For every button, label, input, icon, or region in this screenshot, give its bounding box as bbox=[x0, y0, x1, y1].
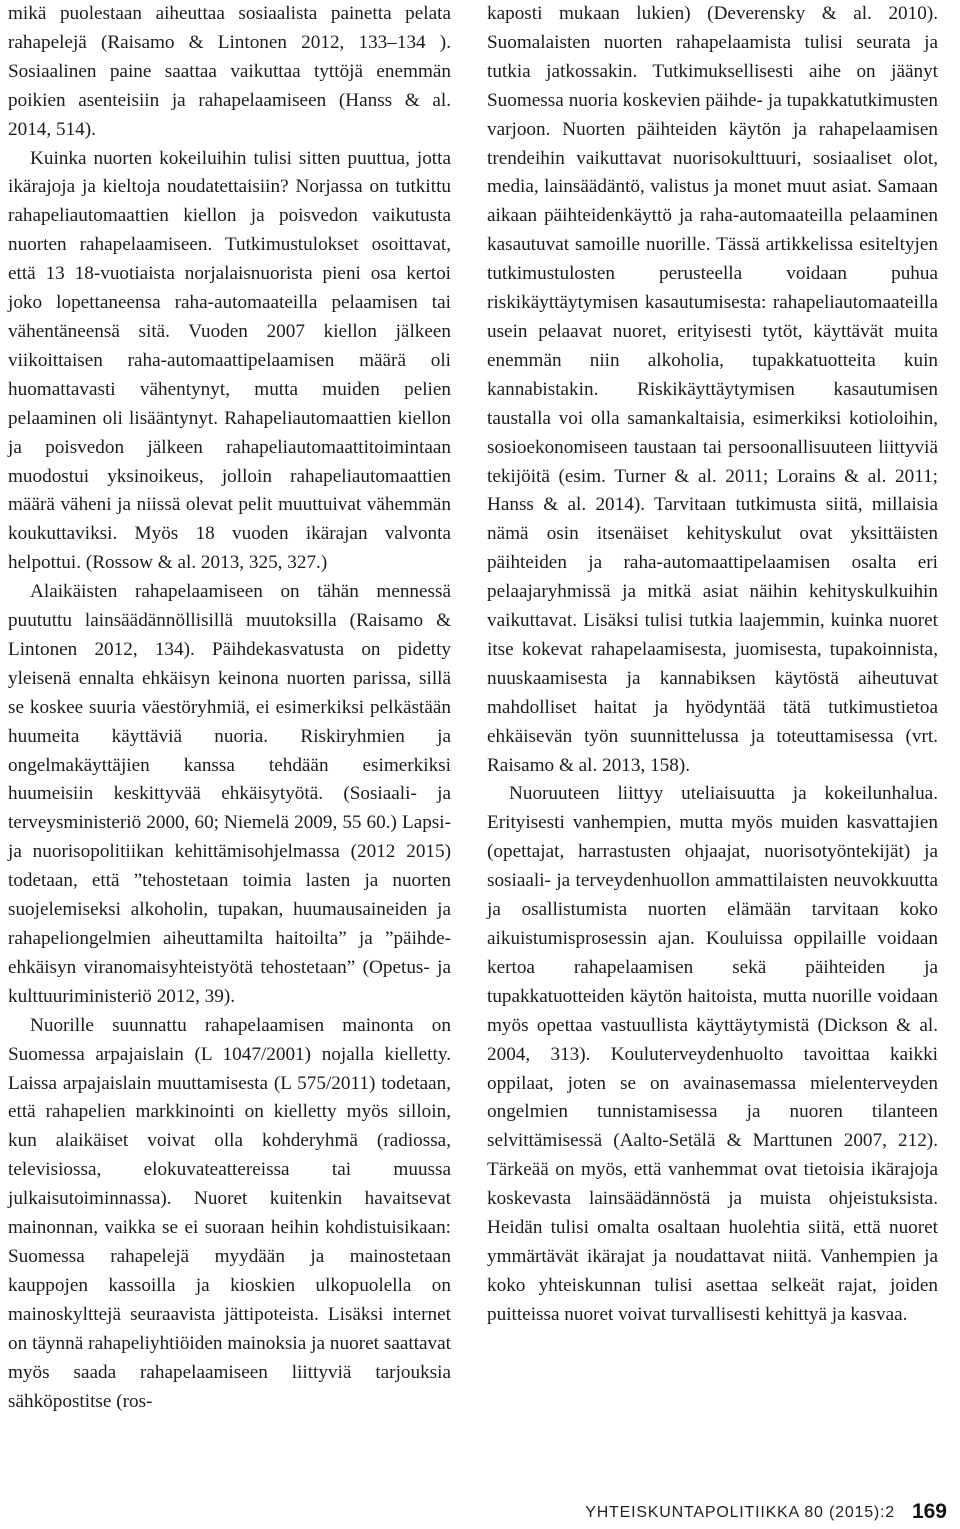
page-number: 169 bbox=[911, 1500, 947, 1523]
paragraph: Kuinka nuorten kokeiluihin tulisi sitten puuttua, jotta ikärajoja ja kieltoja noudatettaisiin? Norjassa on tutkittu rahapeliautomaattien kiellon ja poisvedon vaikutusta nuorten rahapelaamiseen. Tutkimustulokset osoittavat, että 13 18-vuotiaista norjalaisnuorista pieni osa kertoi joko lopettaneensa raha-automaateilla pelaamisen tai vähentäneensä sitä. Vuoden 2007 kiellon jälkeen viikoittaisen raha-automaattipelaamisen määrä oli huomattavasti vähentynyt, mutta muiden pelien pelaaminen oli lisääntynyt. Rahapeliautomaattien kiellon ja poisvedon jälkeen rahapeliautomaattitoimintaan muodostui yksinoikeus, jolloin rahapeliautomaattien määrä väheni ja niissä olevat pelit muuttuivat vähemmän koukuttaviksi. Myös 18 vuoden ikärajan valvonta helpottui. (Rossow & al. 2013, 325, 327.) bbox=[8, 147, 451, 574]
page-footer bbox=[487, 1494, 951, 1524]
paragraph: Nuorille suunnattu rahapelaamisen mainonta on Suomessa arpajaislain (L 1047/2001) nojalla kielletty. Laissa arpajaislain muuttamisesta (L 575/2011) todetaan, että rahapelien markkinointi on kielletty myös silloin, kun alaikäiset voivat olla kohderyhmä (radiossa, televisiossa, elokuvateattereissa tai muussa julkaisutoiminnassa). Nuoret kuitenkin havaitsevat mainonnan, vaikka se ei suoraan heihin kohdistuisikaan: Suomessa rahapelejä myydään ja mainostetaan kauppojen kassoilla ja kioskien ulkopuolella on mainoskylttejä seuraavista jättipoteista. Lisäksi internet on täynnä rahapeliyhtiöiden mainoksia ja nuoret saattavat myös saada rahapelaamiseen liittyviä tarjouksia sähköpostitse (ros- bbox=[8, 1014, 451, 1412]
paragraph: Alaikäisten rahapelaamiseen on tähän mennessä puututtu lainsäädännöllisillä muutoksilla (Raisamo & Lintonen 2012, 134). Päihdekasvatusta on pidetty yleisenä ennalta ehkäisyn keinona nuorten parissa, sillä se koskee suuria väestöryhmiä, ei esimerkiksi pelkästään huumeita käyttäviä nuoria. Riskiryhmien ja ongelmakäyttäjien kanssa tehdään esimerkiksi huumeisiin keskittyvää ehkäisytyötä. (Sosiaali- ja terveysministeriö 2000, 60; Niemelä 2009, 55 60.) Lapsi- ja nuorisopolitiikan kehittämisohjelmassa (2012 2015) todetaan, että ”tehostetaan toimia lasten ja nuorten suojelemiseksi alkoholin, tupakan, huumausaineiden ja rahapeliongelmien aiheuttamilta haitoilta” ja ”päihde-ehkäisyn viranomaisyhteistyötä tehostetaan” (Opetus- ja kulttuuriministeriö 2012, 39). bbox=[8, 581, 451, 1007]
journal-citation: YHTEISKUNTAPOLITIIKKA 80 (2015):2 bbox=[585, 1504, 895, 1521]
left-text-column bbox=[8, 0, 451, 1416]
paragraph: mikä puolestaan aiheuttaa sosiaalista painetta pelata rahapelejä (Raisamo & Lintonen 2012, 133–134 ). Sosiaalinen paine saattaa vaikuttaa tyttöjä enemmän poikien asenteisiin ja rahapelaamiseen (Hanss & al. 2014, 514). bbox=[8, 3, 451, 140]
right-text-column bbox=[487, 0, 938, 1330]
paragraph: Nuoruuteen liittyy uteliaisuutta ja kokeilunhalua. Erityisesti vanhempien, mutta myös muiden kasvattajien (opettajat, harrastusten ohjaajat, nuorisotyöntekijät) ja sosiaali- ja terveydenhuollon ammattilaisten neuvokkuutta ja osallistumista nuorten elämään tarvitaan koko aikuistumisprosessin ajan. Kouluissa oppilaille voidaan kertoa rahapelaamisen sekä päihteiden ja tupakkatuotteiden käytön haitoista, mutta nuorille voidaan myös opettaa vastuullista käyttäytymistä (Dickson & al. 2004, 313). Kouluterveydenhuolto tavoittaa kaikki oppilaat, joten se on avainasemassa mielenterveyden ongelmien tunnistamisessa ja nuoren tilanteen selvittämisessä (Aalto-Setälä & Marttunen 2007, 212). Tärkeää on myös, että vanhemmat ovat tietoisia ikärajoja koskevasta lainsäädännöstä ja muista ohjeistuksista. Heidän tulisi omalta osaltaan huolehtia siitä, että nuoret ymmärtävät ikärajat ja noudattavat niitä. Vanhempien ja koko yhteiskunnan tulisi asettaa selkeät rajat, joiden puitteissa nuoret voivat turvallisesti kehittyä ja kasvaa. bbox=[487, 783, 938, 1325]
paragraph: kaposti mukaan lukien) (Deverensky & al. 2010). Suomalaisten nuorten rahapelaamista tulisi seurata ja tutkia jatkossakin. Tutkimuksellisesti aihe on jäänyt Suomessa nuoria koskevien päihde- ja tupakkatutkimusten varjoon. Nuorten päihteiden käytön ja rahapelaamisen trendeihin vaikuttavat nuorisokulttuuri, sosiaaliset olot, media, lainsäädäntö, valistus ja monet muut asiat. Samaan aikaan päihteidenkäyttö ja raha-automaateilla pelaaminen kasautuvat samoille nuorille. Tässä artikkelissa esiteltyjen tutkimustulosten perusteella voidaan puhua riskikäyttäytymisen kasautumisesta: rahapeliautomaateilla usein pelaavat nuoret, erityisesti tytöt, käyttävät muita enemmän niin alkoholia, tupakkatuotteita kuin kannabistakin. Riskikäyttäytymisen kasautumisen taustalla voi olla samankaltaisia, esimerkiksi kotioloihin, sosioekonomiseen taustaan tai persoonallisuuteen liittyviä tekijöitä (esim. Turner & al. 2011; Lorains & al. 2011; Hanss & al. 2014). Tarvitaan tutkimusta siitä, millaisia nämä osin itsenäiset kehityskulut ovat yksittäisten päihteiden ja raha-automaattipelaamisen osalta eri pelaajaryhmissä ja mitkä asiat näihin kehityskulkuihin vaikuttavat. Lisäksi tulisi tutkia laajemmin, kuinka nuoret itse kokevat rahapelaamisesta, juomisesta, tupakoinnista, nuuskaamisesta ja kannabiksen käytöstä aiheutuvat mahdolliset haitat ja hyödyntää tätä tutkimustietoa ehkäisevän työn suunnittelussa ja toteuttamisessa (vrt. Raisamo & al. 2013, 158). bbox=[487, 3, 938, 776]
